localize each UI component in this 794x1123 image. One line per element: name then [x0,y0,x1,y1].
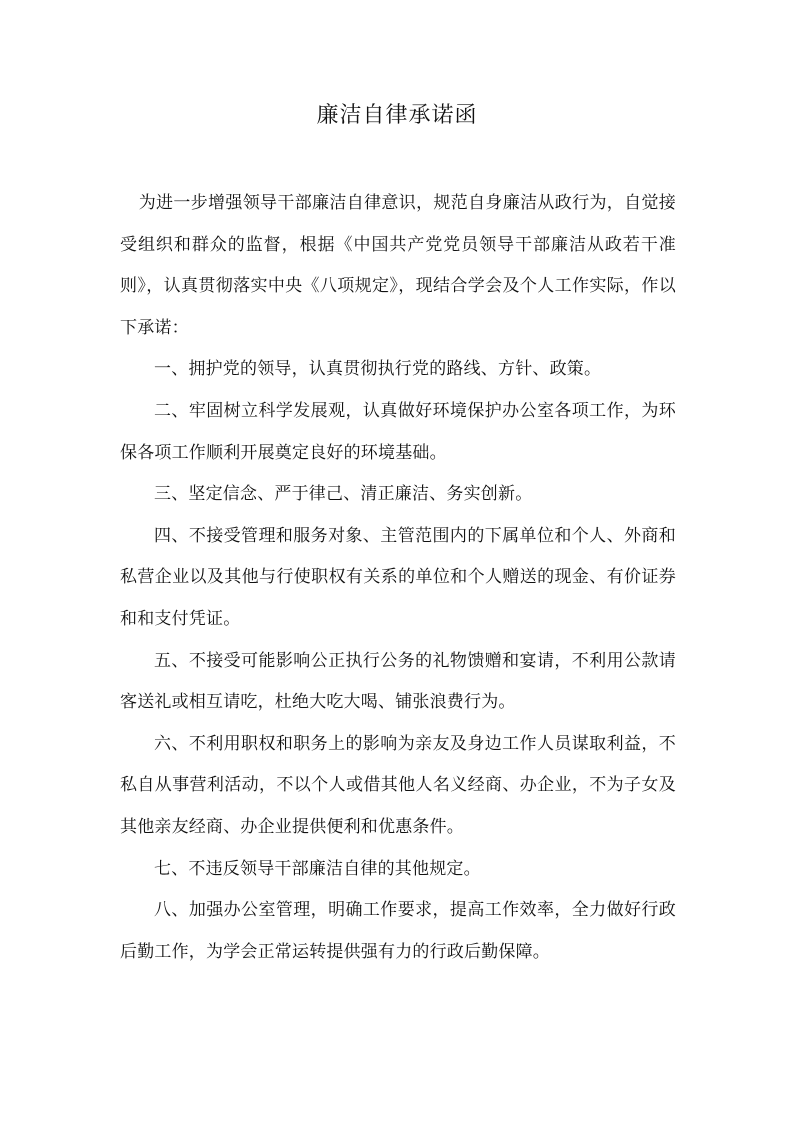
pledge-item-8: 八、加强办公室管理，明确工作要求，提高工作效率，全力做好行政后勤工作，为学会正常运转提供强有力的行政后勤保障。 [120,900,676,962]
pledge-item-2: 二、牢固树立科学发展观，认真做好环境保护办公室各项工作，为环保各项工作顺利开展奠定良好的环境基础。 [120,400,676,463]
pledge-item-6: 六、不利用职权和职务上的影响为亲友及身边工作人员谋取利益，不私自从事营利活动，不以个人或借其他人名义经商、办企业，不为子女及其他亲友经商、办企业提供便利和优惠条件。 [120,733,676,837]
document-title: 廉洁自律承诺函 [316,103,478,128]
pledge-item-3: 三、坚定信念、严于律己、清正廉洁、务实创新。 [154,484,533,505]
intro-paragraph: 为进一步增强领导干部廉洁自律意识，规范自身廉洁从政行为，自觉接受组织和群众的监督，根据《中国共产党党员领导干部廉洁从政若干准则》，认真贯彻落实中央《八项规定》，现结合学会及个人工作实际，作以下承诺： [120,193,676,338]
pledge-item-1: 一、拥护党的领导，认真贯彻执行党的路线、方针、政策。 [154,359,602,380]
document-body [120,183,676,973]
pledge-item-4: 四、不接受管理和服务对象、主管范围内的下属单位和个人、外商和私营企业以及其他与行使职权有关系的单位和个人赠送的现金、有价证券和和支付凭证。 [120,525,676,629]
pledge-item-5: 五、不接受可能影响公正执行公务的礼物馈赠和宴请，不利用公款请客送礼或相互请吃，杜绝大吃大喝、铺张浪费行为。 [120,650,676,713]
pledge-item-7: 七、不违反领导干部廉洁自律的其他规定。 [154,858,481,879]
